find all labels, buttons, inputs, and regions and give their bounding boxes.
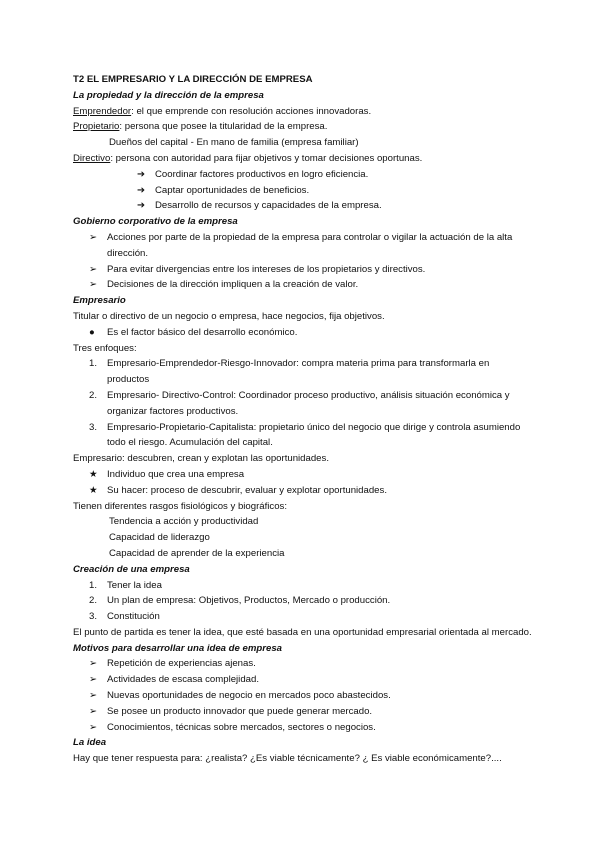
term-emprendedor: Emprendedor (73, 105, 132, 117)
bullet-icon: ● (89, 326, 95, 338)
list-item: 3. Constitución (73, 609, 533, 625)
arrowhead-icon: ➢ (89, 263, 98, 275)
punto-de-partida: El punto de partida es tener la idea, que esté basada en una oportunidad empresarial orientada al mercado. (73, 626, 532, 638)
section-heading-propiedad: La propiedad y la dirección de la empresa (73, 89, 264, 101)
rasgo-line: Capacidad de liderazgo (109, 532, 210, 544)
empresario-oportunidades: Empresario: descubren, crean y explotan las oportunidades. (73, 453, 329, 465)
arrowhead-icon: ➢ (89, 705, 98, 717)
arrowhead-icon: ➢ (89, 658, 98, 670)
arrowhead-icon: ➢ (89, 231, 98, 243)
list-item: ➢ Conocimientos, técnicas sobre mercados, sectores o negocios. (73, 720, 533, 736)
arrowhead-icon: ➢ (89, 690, 98, 702)
arrow-right-icon: ➔ (137, 200, 146, 212)
list-item: ★ Su hacer: proceso de descubrir, evaluar y explotar oportunidades. (73, 483, 533, 499)
rasgo-line: Capacidad de aprender de la experiencia (109, 547, 285, 559)
list-item: ➔ Captar oportunidades de beneficios. (73, 183, 533, 199)
list-item: 1. Tener la idea (73, 578, 533, 594)
section-heading-gobierno: Gobierno corporativo de la empresa (73, 216, 238, 228)
idea-text: Hay que tener respuesta para: ¿realista? ¿Es viable técnicamente? ¿ Es viable económicamente?.... (73, 753, 502, 765)
definition-propietario (73, 119, 533, 135)
arrow-right-icon: ➔ (137, 168, 146, 180)
section-heading-motivos: Motivos para desarrollar una idea de empresa (73, 642, 283, 654)
list-number: 3. (89, 421, 98, 433)
rasgo-line: Tendencia a acción y productividad (109, 516, 259, 528)
list-item: 1. Empresario-Emprendedor-Riesgo-Innovador: compra materia prima para transformarla en productos (89, 358, 490, 386)
list-number: 2. (89, 389, 98, 401)
def-emprendedor: : el que emprende con resolución acciones innovadoras. (131, 105, 372, 117)
arrowhead-icon: ➢ (89, 674, 98, 686)
list-item: ➔ Desarrollo de recursos y capacidades de la empresa. (73, 198, 533, 214)
list-item: ➢ Se posee un producto innovador que puede generar mercado. (73, 704, 533, 720)
list-item: ➢ Acciones por parte de la propiedad de la empresa para controlar o vigilar la actuación de la alta dirección. (89, 231, 513, 259)
arrow-right-icon: ➔ (137, 184, 146, 196)
document-title: T2 EL EMPRESARIO Y LA DIRECCIÓN DE EMPRESA (73, 74, 313, 85)
def-directivo: : persona con autoridad para fijar objetivos y tomar decisiones oportunas. (110, 152, 423, 164)
def-propietario: : persona que posee la titularidad de la empresa. (119, 121, 328, 133)
list-number: 1. (89, 358, 98, 370)
list-number: 2. (89, 595, 98, 607)
arrowhead-icon: ➢ (89, 721, 98, 733)
rasgos-label: Tienen diferentes rasgos fisiológicos y biográficos: (73, 500, 288, 512)
section-heading-creacion: Creación de una empresa (73, 563, 190, 575)
list-item: 2. Empresario- Directivo-Control: Coordinador proceso productivo, análisis situación económica y organizar factores productivos. (89, 389, 510, 417)
definition-emprendedor (73, 104, 533, 120)
term-propietario: Propietario (73, 121, 120, 133)
list-item: ➢ Decisiones de la dirección impliquen a la creación de valor. (73, 277, 533, 293)
enfoques-label: Tres enfoques: (73, 342, 137, 354)
list-item: ★ Individuo que crea una empresa (73, 467, 533, 483)
list-item: 2. Un plan de empresa: Objetivos, Productos, Mercado o producción. (73, 593, 533, 609)
list-item: ➢ Repetición de experiencias ajenas. (73, 656, 533, 672)
empresario-definition: Titular o directivo de un negocio o empresa, hace negocios, fija objetivos. (73, 310, 385, 322)
definition-directivo (73, 151, 533, 167)
list-item: ➔ Coordinar factores productivos en logro eficiencia. (73, 167, 533, 183)
duenos-line: Dueños del capital - En mano de familia (empresa familiar) (109, 137, 359, 149)
term-directivo: Directivo (73, 152, 111, 164)
star-icon: ★ (89, 468, 98, 480)
list-item: 3. Empresario-Propietario-Capitalista: propietario único del negocio que dirige y controla asumiendo todo el riesgo. Acumulación del capital. (89, 421, 521, 449)
list-item: ➢ Actividades de escasa complejidad. (73, 672, 533, 688)
document-page (73, 72, 533, 767)
arrowhead-icon: ➢ (89, 279, 98, 291)
star-icon: ★ (89, 484, 98, 496)
list-number: 1. (89, 579, 98, 591)
list-item: ● Es el factor básico del desarrollo económico. (73, 325, 533, 341)
section-heading-idea: La idea (73, 737, 107, 749)
list-item: ➢ Nuevas oportunidades de negocio en mercados poco abastecidos. (73, 688, 533, 704)
section-heading-empresario: Empresario (73, 295, 126, 307)
list-number: 3. (89, 611, 98, 623)
list-item: ➢ Para evitar divergencias entre los intereses de los propietarios y directivos. (73, 262, 533, 278)
